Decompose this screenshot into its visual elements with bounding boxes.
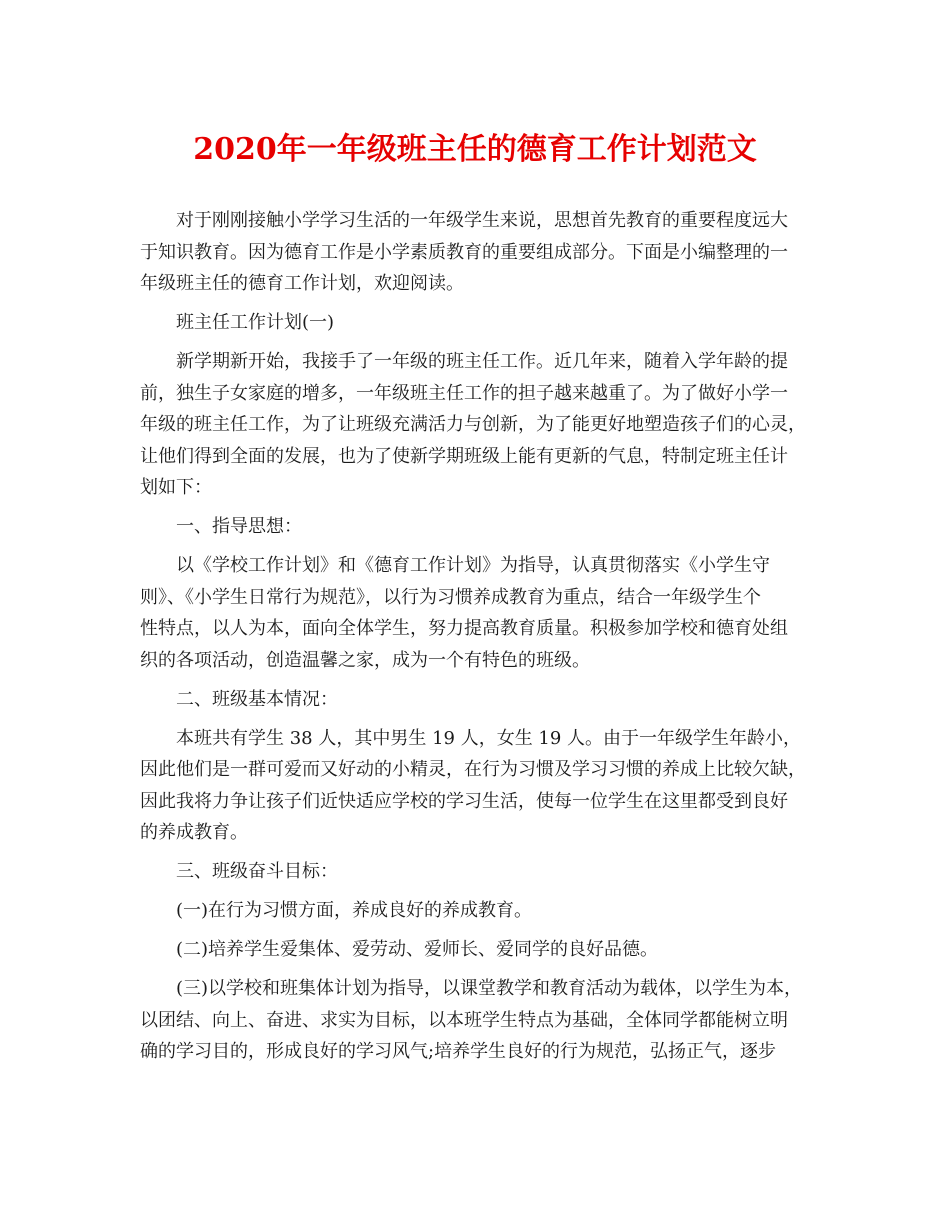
text-line: 划如下： <box>140 477 212 498</box>
text-line: 的养成教育。 <box>140 822 248 843</box>
document-body <box>140 205 825 1075</box>
paragraph <box>140 511 825 543</box>
paragraph <box>140 856 825 888</box>
text-line: (一)在行为习惯方面，养成良好的养成教育。 <box>176 900 533 921</box>
text-line: 新学期新开始，我接手了一年级的班主任工作。近几年来，随着入学年龄的提 <box>176 351 788 372</box>
text-line: 一、指导思想： <box>176 516 302 537</box>
text-line: 确的学习目的，形成良好的学习风气;培养学生良好的行为规范，弘扬正气，逐步 <box>140 1041 777 1062</box>
paragraph <box>140 895 825 927</box>
paragraph <box>140 346 825 504</box>
paragraph <box>140 973 825 1068</box>
text-line: 因此我将力争让孩子们近快适应学校的学习生活，使每一位学生在这里都受到良好 <box>140 790 788 812</box>
paragraph <box>140 205 825 300</box>
text-line: 织的各项活动，创造温馨之家，成为一个有特色的班级。 <box>140 649 590 671</box>
text-line: 则》、《小学生日常行为规范》，以行为习惯养成教育为重点，结合一年级学生个 <box>140 586 761 608</box>
text-line: 于知识教育。因为德育工作是小学素质教育的重要组成部分。下面是小编整理的一 <box>140 241 788 263</box>
text-line: 让他们得到全面的发展，也为了使新学期班级上能有更新的气息，特制定班主任计 <box>140 445 788 467</box>
document-title: 2020年一年级班主任的德育工作计划范文 <box>193 132 757 167</box>
paragraph <box>140 550 825 676</box>
paragraph <box>140 307 825 339</box>
text-line: 年级班主任的德育工作计划，欢迎阅读。 <box>140 273 464 294</box>
text-line: 二、班级基本情况： <box>176 688 338 710</box>
text-line: 以《学校工作计划》和《德育工作计划》为指导，认真贯彻落实《小学生守 <box>176 555 770 576</box>
text-line: 以团结、向上、奋进、求实为目标，以本班学生特点为基础，全体同学都能树立明 <box>140 1009 788 1031</box>
text-line: 对于刚刚接触小学学习生活的一年级学生来说，思想首先教育的重要程度远大 <box>176 210 788 231</box>
text-line: 本班共有学生 38 人，其中男生 19 人，女生 19 人。由于一年级学生年龄小， <box>176 727 802 749</box>
text-line: 年级的班主任工作，为了让班级充满活力与创新，为了能更好地塑造孩子们的心灵， <box>140 414 806 435</box>
text-line: 三、班级奋斗目标： <box>176 861 338 882</box>
text-line: (二)培养学生爱集体、爱劳动、爱师长、爱同学的良好品德。 <box>176 939 659 960</box>
text-line: 班主任工作计划(一) <box>176 312 335 333</box>
text-line: (三)以学校和班集体计划为指导，以课堂教学和教育活动为载体，以学生为本， <box>176 978 803 999</box>
text-line: 因此他们是一群可爱而又好动的小精灵，在行为习惯及学习习惯的养成上比较欠缺， <box>140 759 806 780</box>
text-line: 性特点，以人为本，面向全体学生，努力提高教育质量。积极参加学校和德育处组 <box>140 618 788 639</box>
paragraph <box>140 723 825 849</box>
paragraph <box>140 684 825 716</box>
paragraph <box>140 934 825 966</box>
text-line: 前，独生子女家庭的增多，一年级班主任工作的担子越来越重了。为了做好小学一 <box>140 382 788 404</box>
